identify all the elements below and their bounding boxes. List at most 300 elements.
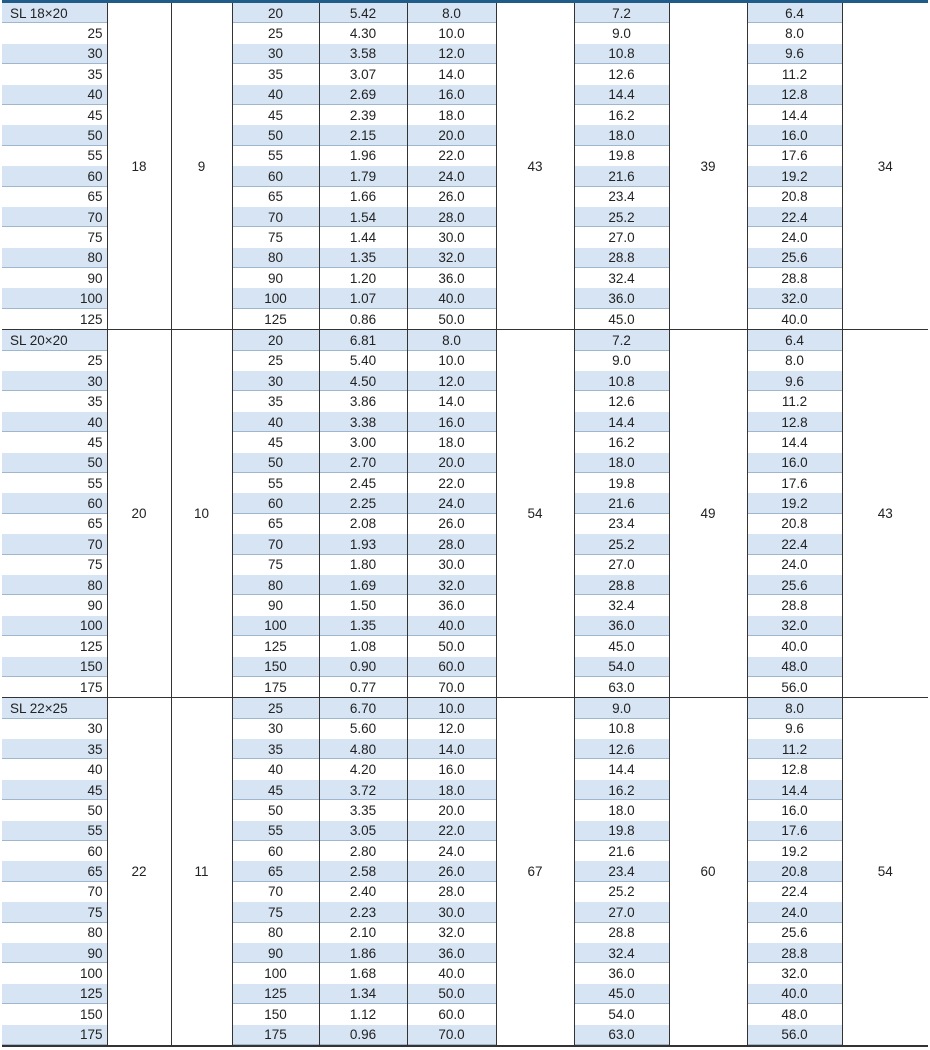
stroke-cell: 30: [232, 44, 319, 64]
value-cell: 28.0: [407, 534, 496, 554]
value-cell: 1.66: [319, 187, 407, 207]
value-cell: 18.0: [574, 800, 669, 820]
group-value-cell: 9: [171, 2, 232, 330]
value-cell: 10.8: [574, 719, 669, 739]
value-cell: 16.2: [574, 432, 669, 452]
length-cell: 60: [2, 166, 107, 186]
length-cell: 60: [2, 493, 107, 513]
value-cell: 19.2: [747, 166, 842, 186]
value-cell: 3.86: [319, 391, 407, 411]
value-cell: 22.0: [407, 146, 496, 166]
value-cell: 18.0: [574, 453, 669, 473]
stroke-cell: 60: [232, 166, 319, 186]
value-cell: 12.8: [747, 412, 842, 432]
value-cell: 16.0: [747, 453, 842, 473]
value-cell: 14.4: [747, 780, 842, 800]
group-value-cell: 18: [107, 2, 171, 330]
value-cell: 24.0: [407, 166, 496, 186]
value-cell: 40.0: [747, 984, 842, 1004]
length-cell: 75: [2, 902, 107, 922]
length-cell: 150: [2, 657, 107, 677]
value-cell: 50.0: [407, 309, 496, 330]
value-cell: 14.0: [407, 64, 496, 84]
stroke-cell: 75: [232, 555, 319, 575]
length-cell: 125: [2, 636, 107, 656]
value-cell: 2.40: [319, 882, 407, 902]
value-cell: 16.0: [407, 85, 496, 105]
stroke-cell: 125: [232, 636, 319, 656]
value-cell: 24.0: [747, 227, 842, 247]
value-cell: 14.4: [574, 85, 669, 105]
length-cell: 50: [2, 125, 107, 145]
value-cell: 32.4: [574, 595, 669, 615]
value-cell: 4.30: [319, 23, 407, 43]
value-cell: 9.0: [574, 698, 669, 719]
value-cell: 19.8: [574, 821, 669, 841]
value-cell: 17.6: [747, 146, 842, 166]
value-cell: 12.8: [747, 85, 842, 105]
value-cell: 28.0: [407, 882, 496, 902]
model-name-cell: SL 18×20: [2, 2, 107, 24]
value-cell: 11.2: [747, 64, 842, 84]
value-cell: 70.0: [407, 677, 496, 698]
value-cell: 14.4: [747, 105, 842, 125]
value-cell: 9.6: [747, 719, 842, 739]
value-cell: 3.38: [319, 412, 407, 432]
value-cell: 45.0: [574, 984, 669, 1004]
value-cell: 56.0: [747, 677, 842, 698]
stroke-cell: 20: [232, 2, 319, 24]
value-cell: 7.2: [574, 2, 669, 24]
length-cell: 25: [2, 351, 107, 371]
value-cell: 10.8: [574, 44, 669, 64]
length-cell: 65: [2, 514, 107, 534]
length-cell: 60: [2, 841, 107, 861]
value-cell: 17.6: [747, 473, 842, 493]
stroke-cell: 150: [232, 657, 319, 677]
value-cell: 40.0: [747, 636, 842, 656]
value-cell: 9.0: [574, 351, 669, 371]
value-cell: 32.0: [747, 288, 842, 308]
value-cell: 4.20: [319, 759, 407, 779]
stroke-cell: 30: [232, 371, 319, 391]
value-cell: 0.77: [319, 677, 407, 698]
length-cell: 175: [2, 1025, 107, 1046]
value-cell: 25.2: [574, 207, 669, 227]
value-cell: 56.0: [747, 1025, 842, 1046]
value-cell: 60.0: [407, 657, 496, 677]
length-cell: 90: [2, 595, 107, 615]
length-cell: 55: [2, 146, 107, 166]
value-cell: 2.69: [319, 85, 407, 105]
value-cell: 6.4: [747, 330, 842, 351]
value-cell: 11.2: [747, 739, 842, 759]
value-cell: 12.6: [574, 64, 669, 84]
length-cell: 75: [2, 555, 107, 575]
value-cell: 7.2: [574, 330, 669, 351]
stroke-cell: 100: [232, 288, 319, 308]
length-cell: 30: [2, 371, 107, 391]
stroke-cell: 90: [232, 595, 319, 615]
value-cell: 28.8: [747, 943, 842, 963]
stroke-cell: 55: [232, 473, 319, 493]
value-cell: 18.0: [574, 125, 669, 145]
value-cell: 0.96: [319, 1025, 407, 1046]
value-cell: 1.54: [319, 207, 407, 227]
value-cell: 36.0: [407, 943, 496, 963]
value-cell: 36.0: [407, 268, 496, 288]
value-cell: 12.6: [574, 739, 669, 759]
length-cell: 30: [2, 44, 107, 64]
value-cell: 1.34: [319, 984, 407, 1004]
value-cell: 2.08: [319, 514, 407, 534]
value-cell: 1.68: [319, 963, 407, 983]
stroke-cell: 45: [232, 432, 319, 452]
value-cell: 4.80: [319, 739, 407, 759]
stroke-cell: 50: [232, 453, 319, 473]
value-cell: 63.0: [574, 1025, 669, 1046]
value-cell: 14.4: [574, 759, 669, 779]
value-cell: 28.8: [747, 268, 842, 288]
stroke-cell: 40: [232, 412, 319, 432]
value-cell: 40.0: [407, 963, 496, 983]
length-cell: 100: [2, 288, 107, 308]
value-cell: 70.0: [407, 1025, 496, 1046]
value-cell: 26.0: [407, 861, 496, 881]
value-cell: 1.93: [319, 534, 407, 554]
length-cell: 40: [2, 759, 107, 779]
value-cell: 36.0: [574, 616, 669, 636]
stroke-cell: 20: [232, 330, 319, 351]
value-cell: 12.8: [747, 759, 842, 779]
value-cell: 11.2: [747, 391, 842, 411]
value-cell: 27.0: [574, 555, 669, 575]
value-cell: 27.0: [574, 227, 669, 247]
value-cell: 2.25: [319, 493, 407, 513]
value-cell: 14.0: [407, 739, 496, 759]
value-cell: 36.0: [407, 595, 496, 615]
value-cell: 24.0: [407, 841, 496, 861]
value-cell: 22.4: [747, 207, 842, 227]
value-cell: 1.12: [319, 1004, 407, 1024]
value-cell: 2.23: [319, 902, 407, 922]
value-cell: 50.0: [407, 984, 496, 1004]
value-cell: 2.70: [319, 453, 407, 473]
value-cell: 16.2: [574, 105, 669, 125]
stroke-cell: 50: [232, 125, 319, 145]
value-cell: 26.0: [407, 514, 496, 534]
value-cell: 22.4: [747, 882, 842, 902]
value-cell: 28.8: [574, 248, 669, 268]
value-cell: 1.50: [319, 595, 407, 615]
value-cell: 30.0: [407, 227, 496, 247]
value-cell: 1.35: [319, 248, 407, 268]
model-name-cell: SL 22×25: [2, 698, 107, 719]
value-cell: 9.6: [747, 371, 842, 391]
value-cell: 8.0: [407, 330, 496, 351]
value-cell: 20.0: [407, 800, 496, 820]
value-cell: 63.0: [574, 677, 669, 698]
value-cell: 25.6: [747, 248, 842, 268]
value-cell: 10.0: [407, 351, 496, 371]
length-cell: 70: [2, 882, 107, 902]
value-cell: 3.00: [319, 432, 407, 452]
stroke-cell: 175: [232, 677, 319, 698]
value-cell: 19.2: [747, 841, 842, 861]
length-cell: 40: [2, 412, 107, 432]
stroke-cell: 65: [232, 514, 319, 534]
value-cell: 5.60: [319, 719, 407, 739]
value-cell: 10.8: [574, 371, 669, 391]
value-cell: 32.4: [574, 943, 669, 963]
value-cell: 14.4: [574, 412, 669, 432]
value-cell: 26.0: [407, 187, 496, 207]
value-cell: 9.6: [747, 44, 842, 64]
stroke-cell: 45: [232, 780, 319, 800]
value-cell: 48.0: [747, 657, 842, 677]
value-cell: 16.0: [747, 125, 842, 145]
value-cell: 54.0: [574, 657, 669, 677]
value-cell: 4.50: [319, 371, 407, 391]
length-cell: 45: [2, 432, 107, 452]
stroke-cell: 175: [232, 1025, 319, 1046]
group-value-cell: 10: [171, 330, 232, 698]
value-cell: 30.0: [407, 902, 496, 922]
group-value-cell: 54: [496, 330, 574, 698]
group-value-cell: 43: [496, 2, 574, 330]
group-value-cell: 49: [669, 330, 747, 698]
length-cell: 40: [2, 85, 107, 105]
value-cell: 2.45: [319, 473, 407, 493]
value-cell: 16.0: [747, 800, 842, 820]
stroke-cell: 35: [232, 64, 319, 84]
value-cell: 2.39: [319, 105, 407, 125]
value-cell: 21.6: [574, 841, 669, 861]
value-cell: 1.80: [319, 555, 407, 575]
value-cell: 12.0: [407, 371, 496, 391]
value-cell: 6.70: [319, 698, 407, 719]
stroke-cell: 55: [232, 146, 319, 166]
value-cell: 5.42: [319, 2, 407, 24]
stroke-cell: 70: [232, 882, 319, 902]
value-cell: 9.0: [574, 23, 669, 43]
length-cell: 100: [2, 616, 107, 636]
value-cell: 1.35: [319, 616, 407, 636]
value-cell: 25.2: [574, 882, 669, 902]
value-cell: 8.0: [747, 698, 842, 719]
value-cell: 5.40: [319, 351, 407, 371]
value-cell: 8.0: [747, 23, 842, 43]
value-cell: 1.96: [319, 146, 407, 166]
value-cell: 16.0: [407, 759, 496, 779]
value-cell: 18.0: [407, 780, 496, 800]
value-cell: 18.0: [407, 105, 496, 125]
stroke-cell: 65: [232, 187, 319, 207]
value-cell: 25.6: [747, 923, 842, 943]
stroke-cell: 90: [232, 943, 319, 963]
value-cell: 24.0: [407, 493, 496, 513]
value-cell: 22.0: [407, 821, 496, 841]
value-cell: 28.8: [574, 923, 669, 943]
stroke-cell: 70: [232, 207, 319, 227]
value-cell: 28.0: [407, 207, 496, 227]
length-cell: 75: [2, 227, 107, 247]
value-cell: 45.0: [574, 309, 669, 330]
value-cell: 40.0: [407, 288, 496, 308]
length-cell: 90: [2, 943, 107, 963]
value-cell: 36.0: [574, 963, 669, 983]
value-cell: 28.8: [747, 595, 842, 615]
stroke-cell: 65: [232, 861, 319, 881]
value-cell: 21.6: [574, 493, 669, 513]
value-cell: 20.8: [747, 187, 842, 207]
group-value-cell: 54: [842, 698, 928, 1046]
value-cell: 22.0: [407, 473, 496, 493]
length-cell: 80: [2, 923, 107, 943]
value-cell: 20.8: [747, 861, 842, 881]
value-cell: 32.0: [407, 923, 496, 943]
value-cell: 1.20: [319, 268, 407, 288]
group-value-cell: 60: [669, 698, 747, 1046]
length-cell: 55: [2, 821, 107, 841]
value-cell: 18.0: [407, 432, 496, 452]
stroke-cell: 40: [232, 759, 319, 779]
stroke-cell: 35: [232, 739, 319, 759]
stroke-cell: 80: [232, 923, 319, 943]
value-cell: 50.0: [407, 636, 496, 656]
value-cell: 8.0: [747, 351, 842, 371]
stroke-cell: 100: [232, 963, 319, 983]
value-cell: 17.6: [747, 821, 842, 841]
stroke-cell: 75: [232, 227, 319, 247]
value-cell: 1.08: [319, 636, 407, 656]
group-value-cell: 20: [107, 330, 171, 698]
value-cell: 36.0: [574, 288, 669, 308]
value-cell: 12.0: [407, 719, 496, 739]
value-cell: 32.0: [747, 963, 842, 983]
value-cell: 20.8: [747, 514, 842, 534]
value-cell: 24.0: [747, 902, 842, 922]
length-cell: 80: [2, 575, 107, 595]
value-cell: 19.8: [574, 146, 669, 166]
value-cell: 8.0: [407, 2, 496, 24]
group-value-cell: 22: [107, 698, 171, 1046]
value-cell: 25.6: [747, 575, 842, 595]
value-cell: 16.0: [407, 412, 496, 432]
value-cell: 24.0: [747, 555, 842, 575]
value-cell: 3.35: [319, 800, 407, 820]
value-cell: 6.4: [747, 2, 842, 24]
length-cell: 35: [2, 64, 107, 84]
value-cell: 16.2: [574, 780, 669, 800]
value-cell: 2.15: [319, 125, 407, 145]
stroke-cell: 25: [232, 698, 319, 719]
stroke-cell: 75: [232, 902, 319, 922]
stroke-cell: 40: [232, 85, 319, 105]
value-cell: 1.69: [319, 575, 407, 595]
value-cell: 32.4: [574, 268, 669, 288]
value-cell: 2.58: [319, 861, 407, 881]
value-cell: 2.10: [319, 923, 407, 943]
value-cell: 54.0: [574, 1004, 669, 1024]
length-cell: 65: [2, 187, 107, 207]
value-cell: 40.0: [747, 309, 842, 330]
length-cell: 90: [2, 268, 107, 288]
group-value-cell: 11: [171, 698, 232, 1046]
length-cell: 45: [2, 105, 107, 125]
value-cell: 3.58: [319, 44, 407, 64]
value-cell: 10.0: [407, 23, 496, 43]
group-value-cell: 34: [842, 2, 928, 330]
group-value-cell: 39: [669, 2, 747, 330]
stroke-cell: 150: [232, 1004, 319, 1024]
length-cell: 70: [2, 534, 107, 554]
value-cell: 12.6: [574, 391, 669, 411]
value-cell: 1.07: [319, 288, 407, 308]
length-cell: 125: [2, 984, 107, 1004]
stroke-cell: 60: [232, 841, 319, 861]
value-cell: 45.0: [574, 636, 669, 656]
stroke-cell: 50: [232, 800, 319, 820]
stroke-cell: 45: [232, 105, 319, 125]
table-row: [2, 698, 928, 719]
value-cell: 22.4: [747, 534, 842, 554]
stroke-cell: 80: [232, 248, 319, 268]
value-cell: 1.79: [319, 166, 407, 186]
stroke-cell: 90: [232, 268, 319, 288]
model-name-cell: SL 20×20: [2, 330, 107, 351]
stroke-cell: 60: [232, 493, 319, 513]
length-cell: 30: [2, 719, 107, 739]
value-cell: 14.0: [407, 391, 496, 411]
value-cell: 28.8: [574, 575, 669, 595]
value-cell: 32.0: [407, 575, 496, 595]
value-cell: 32.0: [407, 248, 496, 268]
stroke-cell: 125: [232, 984, 319, 1004]
stroke-cell: 70: [232, 534, 319, 554]
value-cell: 2.80: [319, 841, 407, 861]
length-cell: 100: [2, 963, 107, 983]
table-row: [2, 2, 928, 24]
value-cell: 0.86: [319, 309, 407, 330]
value-cell: 48.0: [747, 1004, 842, 1024]
length-cell: 70: [2, 207, 107, 227]
stroke-cell: 35: [232, 391, 319, 411]
stroke-cell: 55: [232, 821, 319, 841]
length-cell: 80: [2, 248, 107, 268]
value-cell: 1.86: [319, 943, 407, 963]
length-cell: 25: [2, 23, 107, 43]
length-cell: 65: [2, 861, 107, 881]
spec-table-body: [2, 2, 928, 1046]
group-value-cell: 67: [496, 698, 574, 1046]
value-cell: 10.0: [407, 698, 496, 719]
value-cell: 19.2: [747, 493, 842, 513]
length-cell: 45: [2, 780, 107, 800]
value-cell: 20.0: [407, 453, 496, 473]
value-cell: 27.0: [574, 902, 669, 922]
value-cell: 6.81: [319, 330, 407, 351]
value-cell: 3.72: [319, 780, 407, 800]
length-cell: 125: [2, 309, 107, 330]
length-cell: 50: [2, 800, 107, 820]
value-cell: 40.0: [407, 616, 496, 636]
group-value-cell: 43: [842, 330, 928, 698]
spec-table: [2, 0, 928, 1047]
length-cell: 150: [2, 1004, 107, 1024]
length-cell: 55: [2, 473, 107, 493]
value-cell: 14.4: [747, 432, 842, 452]
